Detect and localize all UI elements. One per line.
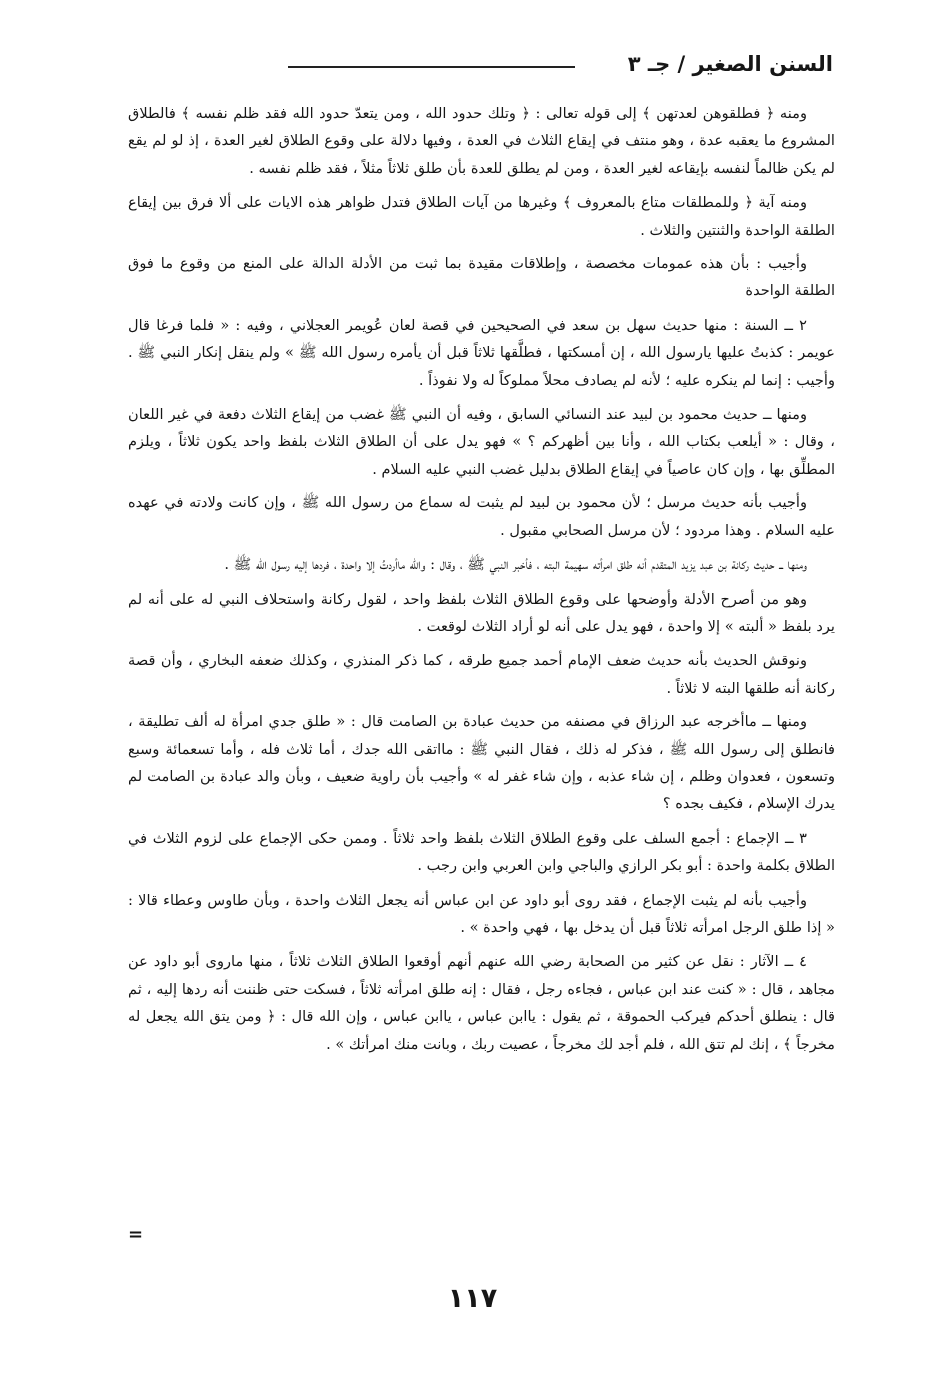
page-header xyxy=(96,48,833,88)
paragraph: ومنها ــ ماأخرجه عبد الرزاق في مصنفه من حديث عبادة بن الصامت قال : « طلق جدي امرأة له ألف تطليقة ، فانطلق إلى رسول الله ﷺ ، فذكر له ذلك ، فقال النبي ﷺ : مااتقى الله جدك ، أما ثلاث فله ، وأما تسعمائة وسبع وتسعون ، فعدوان وظلم ، إن شاء عذبه ، وإن شاء غفر له » وأجيب بأن راوية ضعيف ، وبأن والد عبادة بن الصامت لم يدرك الإسلام ، فكيف بجده ؟ xyxy=(128,713,835,813)
body-text xyxy=(128,100,835,1064)
paragraph: ٣ ــ الإجماع : أجمع السلف على وقوع الطلاق الثلاث بلفظ واحد ثلاثاً . وممن حكى الإجماع على لزوم الثلاث في الطلاق بكلمة واحدة : أبو بكر الرازي والباجي وابن العربي وابن رجب . xyxy=(128,829,835,875)
paragraph: ومنها ــ حديث محمود بن لبيد عند النسائي السابق ، وفيه أن النبي ﷺ غضب من إيقاع الثلاث دفعة في غير اللعان ، وقال : « أيلعب بكتاب الله ، وأنا بين أظهركم ؟ » فهو يدل على أن الطلاق الثلاث بلفظ واحد يكون ثلاثاً ، ويلزم المطلِّق بها ، وإن كان عاصياً في إيقاع الطلاق بدليل غضب النبي عليه السلام . xyxy=(128,406,835,478)
paragraph: ٢ ــ السنة : منها حديث سهل بن سعد في الصحيحين في قصة لعان عُويمر العجلاني ، وفيه : « فلما فرغا قال عويمر : كذبتُ عليها يارسول الله ، إن أمسكتها ، فطلَّقها ثلاثاً قبل أن يأمره رسول الله ﷺ » ولم ينقل إنكار النبي ﷺ . وأجيب : إنما لم ينكره عليه ؛ لأنه لم يصادف محلاً مملوكاً له ولا نفوذاً . xyxy=(128,316,835,389)
page-number: ١١٧ xyxy=(447,1283,498,1314)
end-mark: = xyxy=(128,1224,144,1245)
paragraph: وأجيب : بأن هذه عمومات مخصصة ، وإطلاقات مقيدة بما ثبت من الأدلة الدالة على المنع من وقوع ما فوق الطلقة الواحدة xyxy=(128,255,835,300)
paragraph: ومنها ــ حديث ركانة بن عبد يزيد المتقدم أنه طلق امرأته سهيمة البته ، فأخبر النبي ﷺ ، وقال : والله ماأردتُ إلا واحدة ، فردها إليه رسول الله ﷺ . xyxy=(224,556,807,574)
paragraph: ومنه آية ﴿ وللمطلقات متاع بالمعروف ﴾ وغيرها من آيات الطلاق فتدل ظواهر هذه الايات على ألا فرق بين إيقاع الطلقة الواحدة والثنتين والثلاث . xyxy=(128,194,835,239)
paragraph: وأجيب بأنه لم يثبت الإجماع ، فقد روى أبو داود عن ابن عباس أنه يجعل الثلاث واحدة ، وبأن طاوس وعطاء قالا : « إذا طلق الرجل امرأته ثلاثاً قبل أن يدخل بها ، فهي واحدة » . xyxy=(128,891,835,936)
paragraph: وهو من أصرح الأدلة وأوضحها على وقوع الطلاق الثلاث بلفظ واحد ، لقول ركانة واستحلاف النبي له على أنه لم يرد بلفظ « ألبته » إلا واحدة ، فهو يدل على أنه لو أراد الثلاث لوقعت . xyxy=(128,590,835,635)
running-title: السنن الصغير / جـ ٣ xyxy=(627,52,833,76)
header-rule xyxy=(288,66,575,68)
paragraph: ونوقش الحديث بأنه حديث ضعف الإمام أحمد جميع طرقه ، كما ذكر المنذري ، وكذلك ضعفه البخاري ، وأن قصة ركانة أنه طلقها البته لا ثلاثاً . xyxy=(128,652,835,697)
paragraph: وأجيب بأنه حديث مرسل ؛ لأن محمود بن لبيد لم يثبت له سماع من رسول الله ﷺ ، وإن كانت ولادته في عهده عليه السلام . وهذا مردود ؛ لأن مرسل الصحابي مقبول . xyxy=(128,494,835,539)
paragraph: ٤ ــ الآثار : نقل عن كثير من الصحابة رضي الله عنهم أنهم أوقعوا الطلاق الثلاث ثلاثاً ، منها ماروى أبو داود عن مجاهد ، قال : « كنت عند ابن عباس ، فجاءه رجل ، فقال : إنه طلق امرأته ثلاثاً ، فسكت حتى ظننت أنه ردها إليه ، ثم قال : ينطلق أحدكم فيركب الحموقة ، ثم يقول : ياابن عباس ، ياابن عباس ، وإن الله قال : ﴿ ومن يتق الله يجعل له مخرجاً ﴾ ، إنك لم تتق الله ، فلم أجد لك مخرجاً ، عصيت ربك ، وبانت منك امرأتك » . xyxy=(128,953,835,1053)
paragraph: ومنه ﴿ فطلقوهن لعدتهن ﴾ إلى قوله تعالى : ﴿ وتلك حدود الله ، ومن يتعدّ حدود الله فقد ظلم نفسه ﴾ فالطلاق المشروع ما يعقبه عدة ، وهو منتف في إيقاع الثلاث في العدة ، وفيها دلالة على وقوع الطلاق لغير العدة ، إذ لو لم يقع لم يكن ظالماً لنفسه بإيقاعه لغير العدة ، ومن لم يطلق للعدة بأن طلق ثلاثاً مثلاً ، فقد ظلم نفسه . xyxy=(128,105,835,177)
